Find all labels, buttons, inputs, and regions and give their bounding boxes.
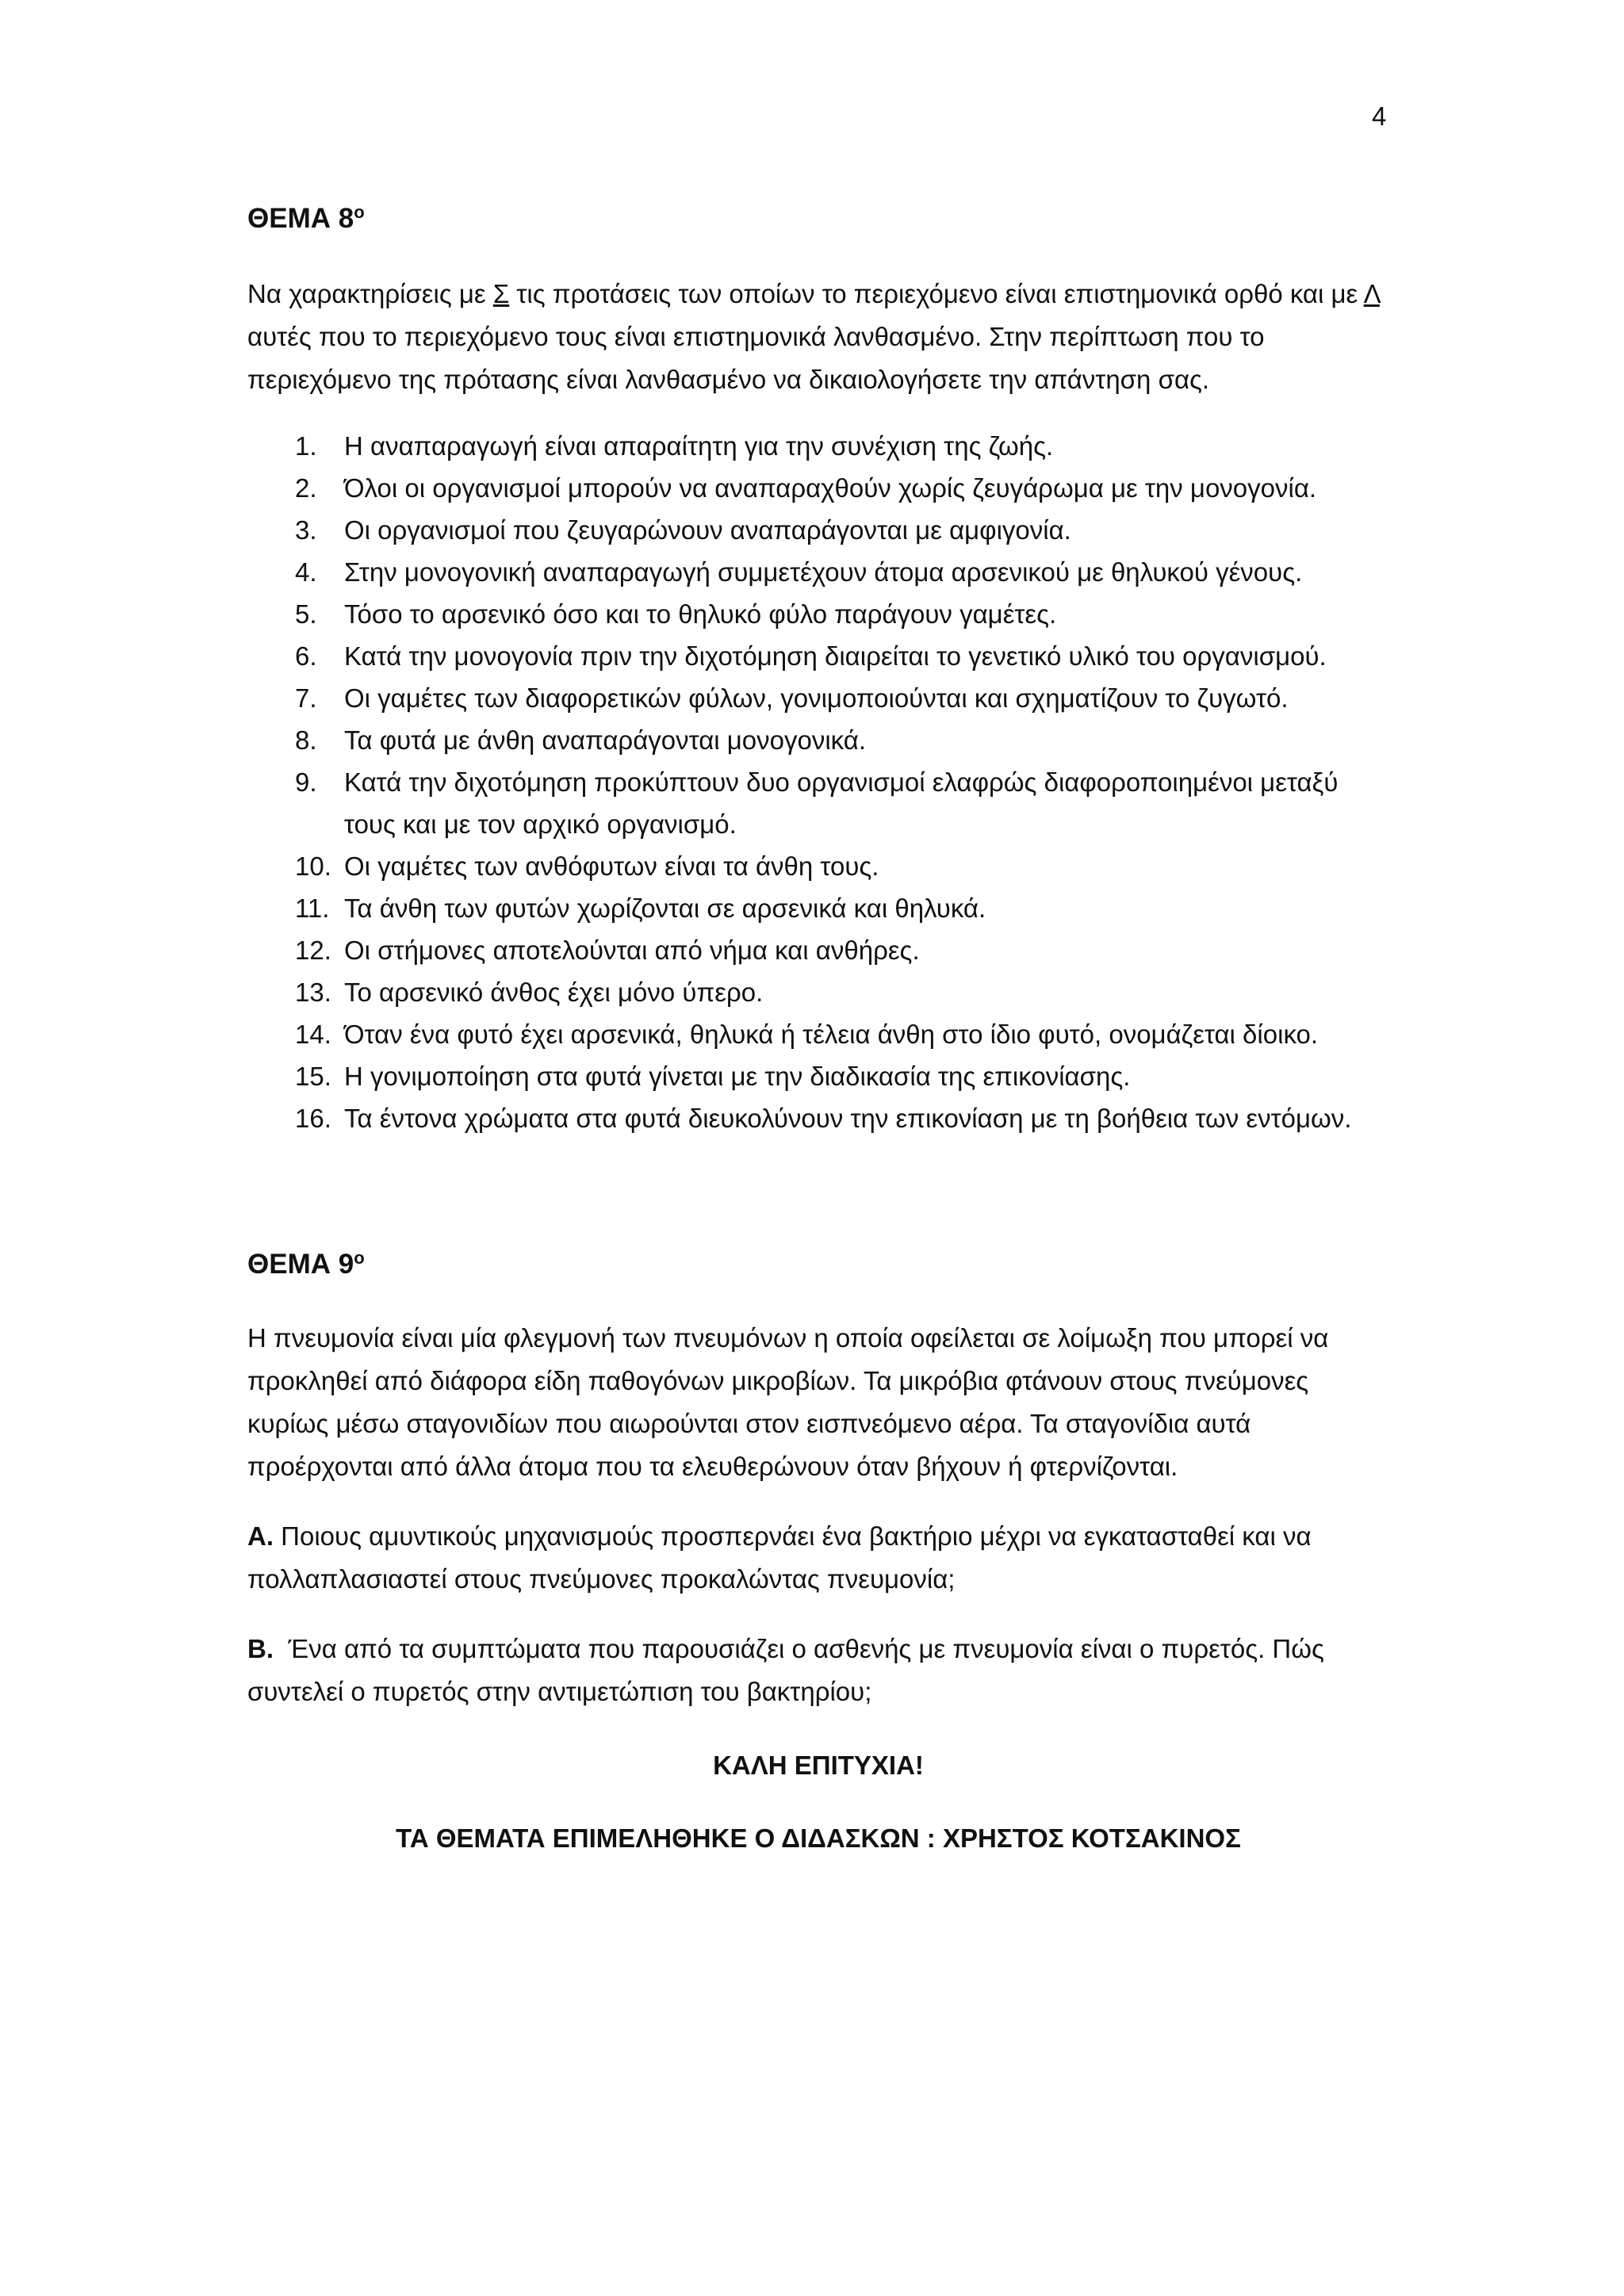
statement-item xyxy=(247,1013,1389,1055)
instructions-text-3: αυτές που το περιεχόμενο τους είναι επιστημονικά λανθασμένο. Στην περίπτωση που το περιεχόμενο της πρότασης είναι λανθασμένο να δικαιολογήσετε την απάντηση σας. xyxy=(247,322,1265,394)
statement-item xyxy=(247,677,1389,719)
statement-text: Κατά την μονογονία πριν την διχοτόμηση διαιρείται το γενετικό υλικό του οργανισμού. xyxy=(344,641,1327,671)
instructions-text-1: Να χαρακτηρίσεις με xyxy=(247,279,493,308)
statement-item xyxy=(247,929,1389,971)
statement-text: Οι στήμονες αποτελούνται από νήμα και ανθήρες. xyxy=(344,936,920,965)
statement-number: 6. xyxy=(295,641,317,671)
statement-text: Η αναπαραγωγή είναι απαραίτητη για την συνέχιση της ζωής. xyxy=(344,431,1054,461)
author-credit: ΤΑ ΘΕΜΑΤΑ ΕΠΙΜΕΛΗΘΗΚΕ Ο ΔΙΔΑΣΚΩΝ : ΧΡΗΣΤΟΣ ΚΟΤΣΑΚΙΝΟΣ xyxy=(396,1823,1241,1853)
statement-number: 15. xyxy=(295,1062,331,1091)
statement-text: Στην μονογονική αναπαραγωγή συμμετέχουν άτομα αρσενικού με θηλυκού γένους. xyxy=(344,557,1303,587)
theme9-title: ΘΕΜΑ 9 xyxy=(247,1249,354,1280)
statement-item xyxy=(247,551,1389,593)
statement-item xyxy=(247,1055,1389,1097)
theme9-heading xyxy=(247,1244,1389,1285)
statement-text: Οι γαμέτες των ανθόφυτων είναι τα άνθη τους. xyxy=(344,851,879,881)
page-number: 4 xyxy=(1372,101,1387,131)
statement-text: Το αρσενικό άνθος έχει μόνο ύπερο. xyxy=(344,978,764,1007)
question-a-text: Ποιους αμυντικούς μηχανισμούς προσπερνάει ένα βακτήριο μέχρι να εγκατασταθεί και να πολλαπλασιαστεί στους πνεύμονες προκαλώντας πνευμονία; xyxy=(247,1521,1312,1594)
statement-number: 3. xyxy=(295,515,317,545)
statement-item xyxy=(247,761,1389,845)
statement-text: Οι γαμέτες των διαφορετικών φύλων, γονιμοποιούνται και σχηματίζουν το ζυγωτό. xyxy=(344,683,1289,713)
statement-number: 1. xyxy=(295,431,317,461)
question-b xyxy=(247,1628,1389,1713)
question-a xyxy=(247,1515,1389,1601)
statement-item xyxy=(247,593,1389,635)
theme8-instructions xyxy=(247,273,1389,401)
statement-text: Τα φυτά με άνθη αναπαράγονται μονογονικά. xyxy=(344,725,867,755)
statement-text: Τα άνθη των φυτών χωρίζονται σε αρσενικά και θηλυκά. xyxy=(344,894,986,923)
statement-number: 5. xyxy=(295,599,317,629)
statement-number: 4. xyxy=(295,557,317,587)
statement-text: Οι οργανισμοί που ζευγαρώνουν αναπαράγονται με αμφιγονία. xyxy=(344,515,1071,545)
statement-item xyxy=(247,509,1389,551)
statement-number: 8. xyxy=(295,725,317,755)
statement-text: Όλοι οι οργανισμοί μπορούν να αναπαραχθούν χωρίς ζευγάρωμα με την μονογονία. xyxy=(344,473,1317,503)
document-body xyxy=(247,198,1389,1859)
sigma-marker: Σ xyxy=(492,279,510,308)
statement-number: 7. xyxy=(295,683,317,713)
statement-text: Η γονιμοποίηση στα φυτά γίνεται με την διαδικασία της επικονίασης. xyxy=(344,1062,1131,1091)
statement-item xyxy=(247,845,1389,887)
statement-number: 16. xyxy=(295,1104,331,1133)
statement-item xyxy=(247,887,1389,929)
question-a-label: Α. xyxy=(247,1521,274,1551)
good-luck-wish: ΚΑΛΗ ΕΠΙΤΥΧΙΑ! xyxy=(713,1751,924,1780)
statement-text: Τα έντονα χρώματα στα φυτά διευκολύνουν την επικονίαση με τη βοήθεια των εντόμων. xyxy=(344,1104,1352,1133)
statement-number: 14. xyxy=(295,1020,331,1049)
statement-number: 12. xyxy=(295,936,331,965)
statement-text: Όταν ένα φυτό έχει αρσενικά, θηλυκά ή τέλεια άνθη στο ίδιο φυτό, ονομάζεται δίοικο. xyxy=(344,1020,1319,1049)
theme9-ordinal: ο xyxy=(354,1248,365,1268)
statement-number: 9. xyxy=(295,767,317,797)
statement-number: 10. xyxy=(295,851,331,881)
statement-item xyxy=(247,971,1389,1013)
statement-number: 13. xyxy=(295,978,331,1007)
theme8-title: ΘΕΜΑ 8 xyxy=(247,203,354,234)
theme8-statements-list xyxy=(247,425,1389,1139)
instructions-text-2: τις προτάσεις των οποίων το περιεχόμενο είναι επιστημονικά ορθό και με xyxy=(509,279,1364,308)
statement-text: Κατά την διχοτόμηση προκύπτουν δυο οργανισμοί ελαφρώς διαφοροποιημένοι μεταξύ τους και με τον αρχικό οργανισμό. xyxy=(344,767,1339,839)
question-b-label: Β. xyxy=(247,1634,274,1663)
statement-number: 11. xyxy=(295,894,330,923)
theme9-intro: Η πνευμονία είναι μία φλεγμονή των πνευμόνων η οποία οφείλεται σε λοίμωξη που μπορεί να προκληθεί από διάφορα είδη παθογόνων μικροβίων. Τα μικρόβια φτάνουν στους πνεύμονες κυρίως μέσω σταγονιδίων που αιωρούνται στον εισπνεόμενο αέρα. Τα σταγονίδια αυτά προέρχονται από άλλα άτομα που τα ελευθερώνουν όταν βήχουν ή φτερνίζονται. xyxy=(247,1323,1329,1481)
theme8-heading xyxy=(247,198,1389,239)
statement-text: Τόσο το αρσενικό όσο και το θηλυκό φύλο παράγουν γαμέτες. xyxy=(344,599,1057,629)
statement-item xyxy=(247,425,1389,467)
statement-item xyxy=(247,635,1389,677)
statement-item xyxy=(247,1097,1389,1139)
statement-item xyxy=(247,719,1389,761)
question-b-text: Ένα από τα συμπτώματα που παρουσιάζει ο ασθενής με πνευμονία είναι ο πυρετός. Πώς συντελεί ο πυρετός στην αντιμετώπιση του βακτηρίου; xyxy=(247,1634,1332,1706)
statement-number: 2. xyxy=(295,473,317,503)
statement-item xyxy=(247,467,1389,509)
lambda-marker: Λ xyxy=(1363,279,1380,308)
theme8-ordinal: ο xyxy=(354,202,365,222)
